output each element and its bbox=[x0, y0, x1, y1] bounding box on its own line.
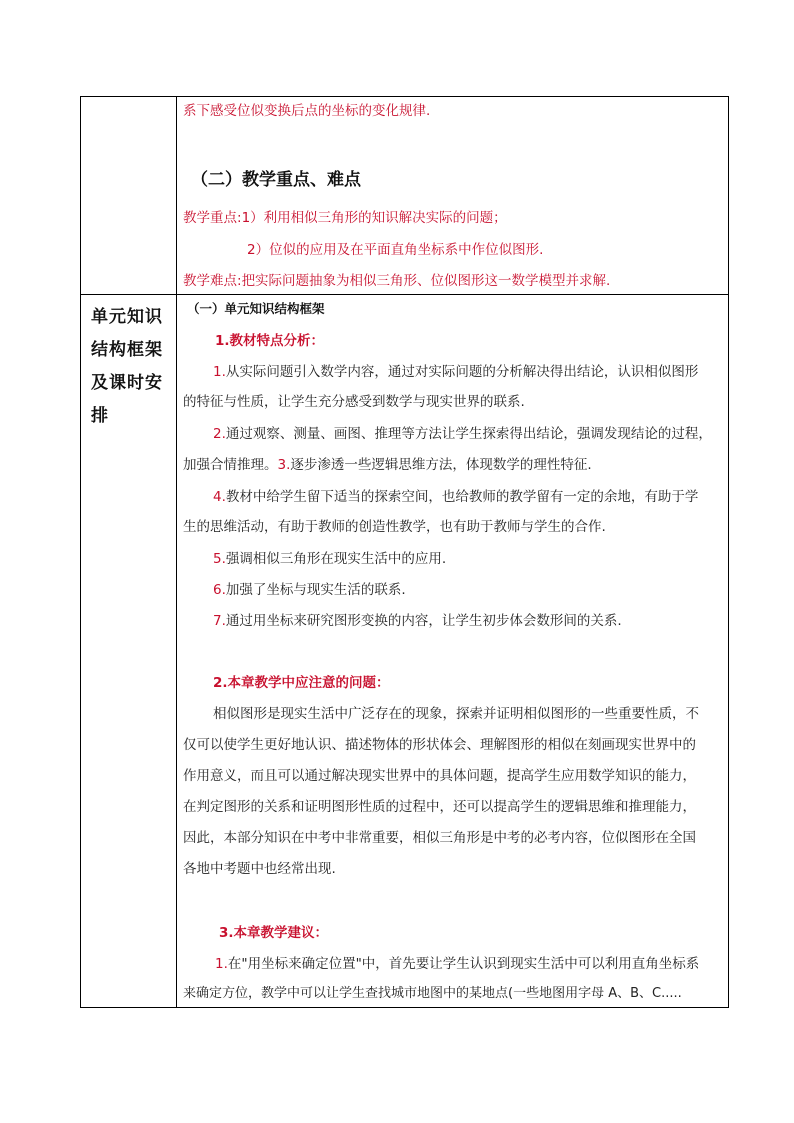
section-2-title: 2.本章教学中应注意的问题： bbox=[213, 675, 390, 691]
table-row-framework bbox=[81, 295, 729, 1008]
item-6-text: 加强了坐标与现实生活的联系. bbox=[225, 582, 406, 598]
item-2-line-2 bbox=[183, 456, 592, 474]
item-3-text: 逐步渗透一些逻辑思维方法，体现数学的理性特征. bbox=[290, 457, 592, 473]
section-2-line-3: 作用意义，而且可以通过解决现实世界中的具体问题，提高学生应用数学知识的能力， bbox=[183, 768, 696, 784]
section-2-line-6: 各地中考题中也经常出现. bbox=[183, 861, 336, 877]
item-4-line-1 bbox=[213, 488, 698, 506]
table-row-goals bbox=[81, 97, 729, 295]
framework-title: （一）单元知识结构框架 bbox=[187, 301, 325, 316]
left-title-line-2: 结构框架 bbox=[91, 340, 163, 360]
item-1-number: 1. bbox=[213, 364, 226, 380]
item-4-text: 教材中给学生留下适当的探索空间，也给教师的教学留有一定的余地，有助于学 bbox=[225, 489, 699, 505]
focus-line-1 bbox=[183, 209, 507, 227]
unit-framework-label bbox=[91, 301, 171, 433]
item-1-line-2: 的特征与性质，让学生充分感受到数学与现实世界的联系. bbox=[183, 394, 525, 410]
row2-left-cell bbox=[81, 295, 177, 1008]
difficulty-label: 教学难点: bbox=[183, 273, 242, 289]
item-7 bbox=[213, 612, 622, 630]
item-6-number: 6. bbox=[213, 582, 226, 598]
section-2-line-2: 仅可以使学生更好地认识、描述物体的形状体会、理解图形的相似在刻画现实世界中的 bbox=[183, 737, 696, 753]
section-2-line-1: 相似图形是现实生活中广泛存在的现象，探索并证明相似图形的一些重要性质，不 bbox=[213, 706, 699, 722]
item-1-line-1 bbox=[213, 363, 698, 381]
item-3-number: 3. bbox=[277, 457, 291, 473]
lesson-plan-table bbox=[80, 96, 729, 1008]
section-3-text: 在"用坐标来确定位置"中，首先要让学生认识到现实生活中可以利用直角坐标系 bbox=[227, 956, 700, 972]
item-5-text: 强调相似三角形在现实生活中的应用. bbox=[225, 551, 447, 567]
item-7-text: 通过用坐标来研究图形变换的内容，让学生初步体会数形间的关系. bbox=[225, 613, 622, 629]
item-6 bbox=[213, 581, 406, 599]
row1-left-cell bbox=[81, 97, 177, 295]
goal-continuation-text: 系下感受位似变换后点的坐标的变化规律. bbox=[183, 103, 431, 119]
row2-right-cell bbox=[177, 295, 729, 1008]
section-3-line-2: 来确定方位，教学中可以让学生查找城市地图中的某地点(一些地图用字母 A、B、C..... bbox=[183, 986, 682, 1001]
focus-label: 教学重点: bbox=[183, 210, 242, 226]
focus-item-1: 1）利用相似三角形的知识解决实际的问题； bbox=[241, 210, 507, 226]
difficulty-line bbox=[183, 272, 610, 290]
left-title-line-4: 排 bbox=[91, 406, 109, 426]
section-2-line-4: 在判定图形的关系和证明图形性质的过程中，还可以提高学生的逻辑思维和推理能力， bbox=[183, 799, 696, 815]
focus-item-2: 2）位似的应用及在平面直角坐标系中作位似图形. bbox=[247, 242, 544, 258]
row1-right-cell bbox=[177, 97, 729, 295]
left-title-line-1: 单元知识 bbox=[91, 307, 163, 327]
item-2-text: 通过观察、测量、画图、推理等方法让学生探索得出结论，强调发现结论的过程， bbox=[225, 426, 712, 442]
left-title-line-3: 及课时安 bbox=[91, 373, 163, 393]
section-1-title: 1.教材特点分析： bbox=[215, 333, 325, 349]
item-5-number: 5. bbox=[213, 551, 226, 567]
item-2-line-1 bbox=[213, 425, 712, 443]
section-3-title: 3.本章教学建议： bbox=[219, 925, 329, 941]
section-3-line-1 bbox=[215, 955, 699, 973]
item-7-number: 7. bbox=[213, 613, 226, 629]
section-2-line-5: 因此，本部分知识在中考中非常重要，相似三角形是中考的必考内容，位似图形在全国 bbox=[183, 830, 696, 846]
difficulty-text: 把实际问题抽象为相似三角形、位似图形这一数学模型并求解. bbox=[241, 273, 611, 289]
item-4-number: 4. bbox=[213, 489, 226, 505]
focus-difficulty-heading: （二）教学重点、难点 bbox=[191, 170, 361, 190]
item-2-text-b: 加强合情推理。 bbox=[183, 457, 278, 473]
item-5 bbox=[213, 550, 446, 568]
item-4-line-2: 生的思维活动，有助于教师的创造性教学，也有助于教师与学生的合作. bbox=[183, 519, 606, 535]
item-1-text: 从实际问题引入数学内容，通过对实际问题的分析解决得出结论，认识相似图形 bbox=[225, 364, 699, 380]
section-3-number: 1. bbox=[215, 956, 228, 972]
item-2-number: 2. bbox=[213, 426, 226, 442]
